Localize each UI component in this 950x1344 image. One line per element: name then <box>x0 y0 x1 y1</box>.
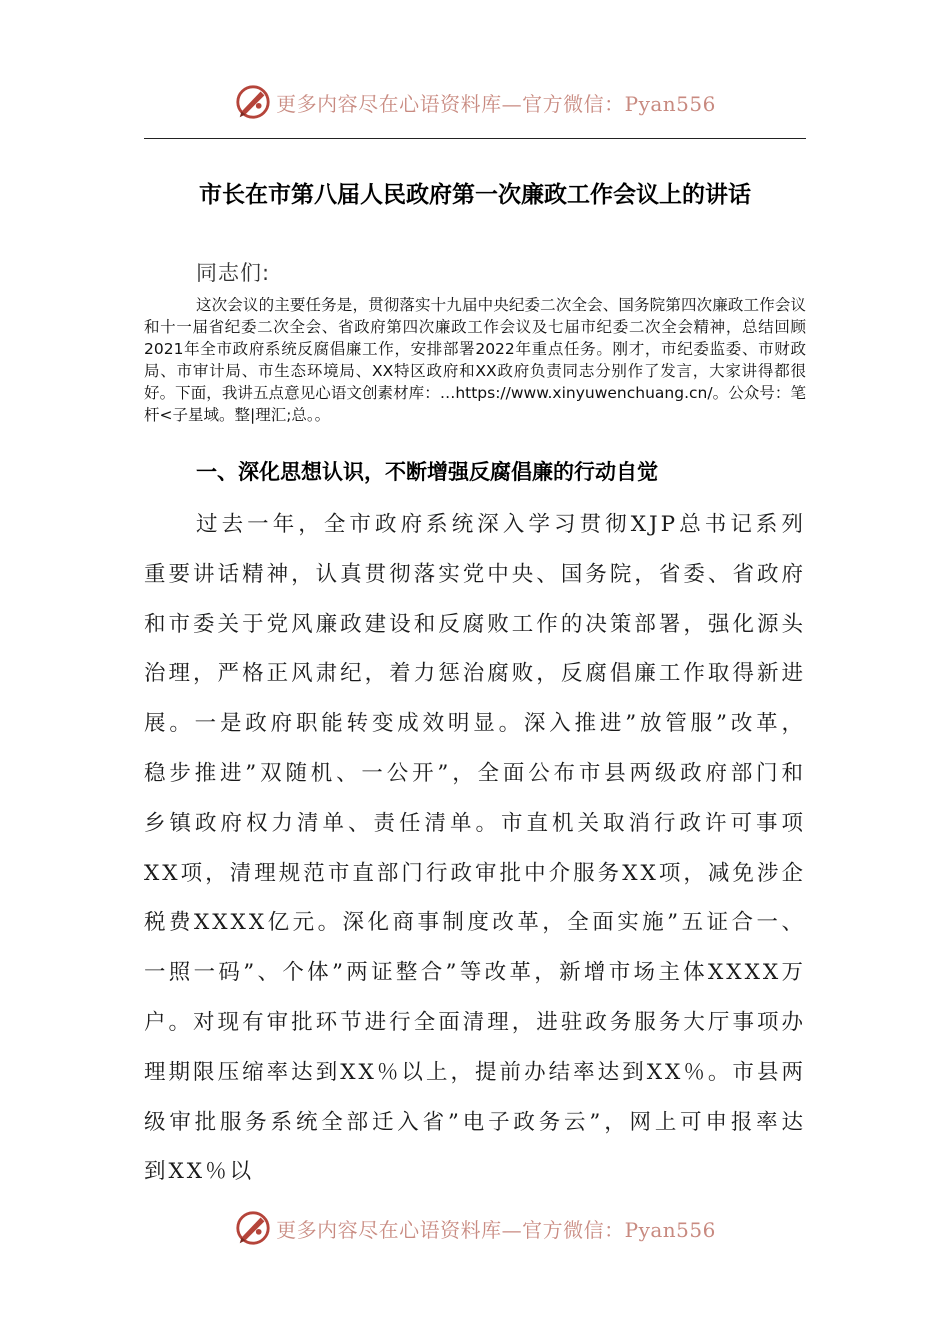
header-divider <box>144 138 806 139</box>
salutation: 同志们: <box>196 261 271 285</box>
body-paragraph: 过去一年，全市政府系统深入学习贯彻XJP总书记系列重要讲话精神，认真贯彻落实党中央、国务院，省委、省政府和市委关于党风廉政建设和反腐败工作的决策部署，强化源头治理，严格正风肃纪，着力惩治腐败，反腐倡廉工作取得新进展。一是政府职能转变成效明显。深入推进”放管服”改革，稳步推进”双随机、一公开”，全面公布市县两级政府部门和乡镇政府权力清单、责任清单。市直机关取消行政许可事项XX项，清理规范市直部门行政审批中介服务XX项，减免涉企税费XXXX亿元。深化商事制度改革，全面实施”五证合一、一照一码”、个体”两证整合”等改革，新增市场主体XXXX万户。对现有审批环节进行全面清理，进驻政务服务大厅事项办理期限压缩率达到XX％以上，提前办结率达到XX％。市县两级审批服务系统全部迁入省”电子政务云”，网上可申报率达到XX％以 <box>144 512 806 1185</box>
pen-logo-icon <box>234 1209 272 1247</box>
watermark-text: 更多内容尽在心语资料库—官方微信：Pyan556 <box>276 1217 716 1242</box>
intro-paragraph: 这次会议的主要任务是，贯彻落实十九届中央纪委二次全会、国务院第四次廉政工作会议和十一届省纪委二次全会、省政府第四次廉政工作会议及七届市纪委二次全会精神，总结回顾2021年全市政府系统反腐倡廉工作，安排部署2022年重点任务。刚才，市纪委监委、市财政局、市审计局、市生态环境局、XX特区政府和XX政府负责同志分别作了发言，大家讲得都很好。下面，我讲五点意见心语文创素材库：…https://www.xinyuwenchuang.cn/。公众号：笔杆<子星域。整|理汇;总。。 <box>144 296 806 424</box>
watermark-footer <box>0 1208 950 1248</box>
section-heading: 一、深化思想认识，不断增强反腐倡廉的行动自觉 <box>196 460 658 484</box>
pen-logo-icon <box>234 83 272 121</box>
watermark-header <box>0 82 950 122</box>
watermark-text: 更多内容尽在心语资料库—官方微信：Pyan556 <box>276 91 716 116</box>
page-title: 市长在市第八届人民政府第一次廉政工作会议上的讲话 <box>199 181 751 208</box>
